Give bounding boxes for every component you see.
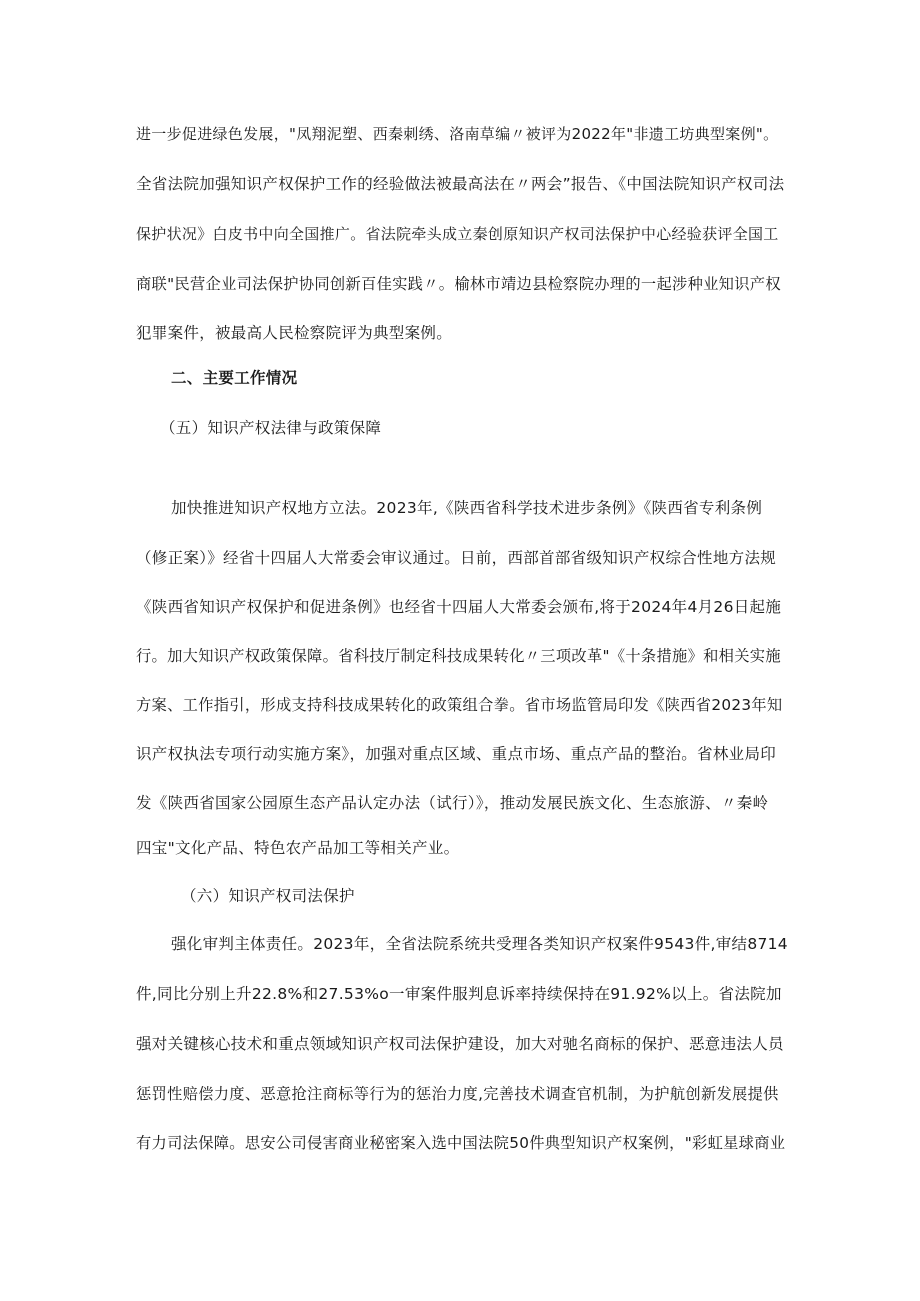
paragraph-line: 全省法院加强知识产权保护工作的经验做法被最高法在〃两会”报告、《中国法院知识产权司法 xyxy=(136,175,785,193)
subsection-heading: （五）知识产权法律与政策保障 xyxy=(160,419,382,437)
paragraph-line: （修正案）》经省十四届人大常委会审议通过。日前，西部首部省级知识产权综合性地方法规 xyxy=(136,549,777,567)
paragraph-line: 有力司法保障。思安公司侵害商业秘密案入选中国法院50件典型知识产权案例，"彩虹星球商业 xyxy=(136,1134,786,1152)
paragraph-line: 四宝"文化产品、特色农产品加工等相关产业。 xyxy=(136,839,460,857)
subsection-heading: （六）知识产权司法保护 xyxy=(181,887,355,905)
paragraph-line: 识产权执法专项行动实施方案》，加强对重点区域、重点市场、重点产品的整治。省林业局印 xyxy=(136,745,777,763)
paragraph-line: 强化审判主体责任。2023年，全省法院系统共受理各类知识产权案件9543件,审结8714 xyxy=(171,935,788,953)
paragraph-line: 加快推进知识产权地方立法。2023年,《陕西省科学技术进步条例》《陕西省专利条例 xyxy=(171,499,763,517)
paragraph-line: 行。加大知识产权政策保障。省科技厅制定科技成果转化〃三项改革"《十条措施》和相关实施 xyxy=(136,647,781,665)
paragraph-line: 《陕西省知识产权保护和促进条例》也经省十四届人大常委会颁布,将于2024年4月26日起施 xyxy=(136,598,782,616)
paragraph-line: 件,同比分别上升22.8%和27.53%o一审案件服判息诉率持续保持在91.92%以上。省法院加 xyxy=(136,985,782,1003)
paragraph-line: 方案、工作指引，形成支持科技成果转化的政策组合拳。省市场监管局印发《陕西省2023年知 xyxy=(136,696,783,714)
paragraph-line: 商联"民营企业司法保护协同创新百佳实践〃。榆林市靖边县检察院办理的一起涉种业知识产权 xyxy=(136,275,781,293)
paragraph-line: 强对关键核心技术和重点领域知识产权司法保护建设，加大对驰名商标的保护、恶意违法人员 xyxy=(136,1035,784,1053)
paragraph-line: 惩罚性赔偿力度、恶意抢注商标等行为的惩治力度,完善技术调查官机制，为护航创新发展提供 xyxy=(136,1085,779,1103)
paragraph-line: 犯罪案件，被最高人民检察院评为典型案例。 xyxy=(136,324,453,342)
paragraph-line: 发《陕西省国家公园原生态产品认定办法（试行）》，推动发展民族文化、生态旅游、〃秦岭 xyxy=(136,794,769,812)
paragraph-line: 保护状况》白皮书中向全国推广。省法院牵头成立秦创原知识产权司法保护中心经验获评全国工 xyxy=(136,225,779,243)
section-heading: 二、主要工作情况 xyxy=(171,369,298,387)
paragraph-line: 进一步促进绿色发展，"凤翔泥塑、西秦刺绣、洛南草编〃被评为2022年"非遗工坊典型案例"。 xyxy=(136,125,779,143)
